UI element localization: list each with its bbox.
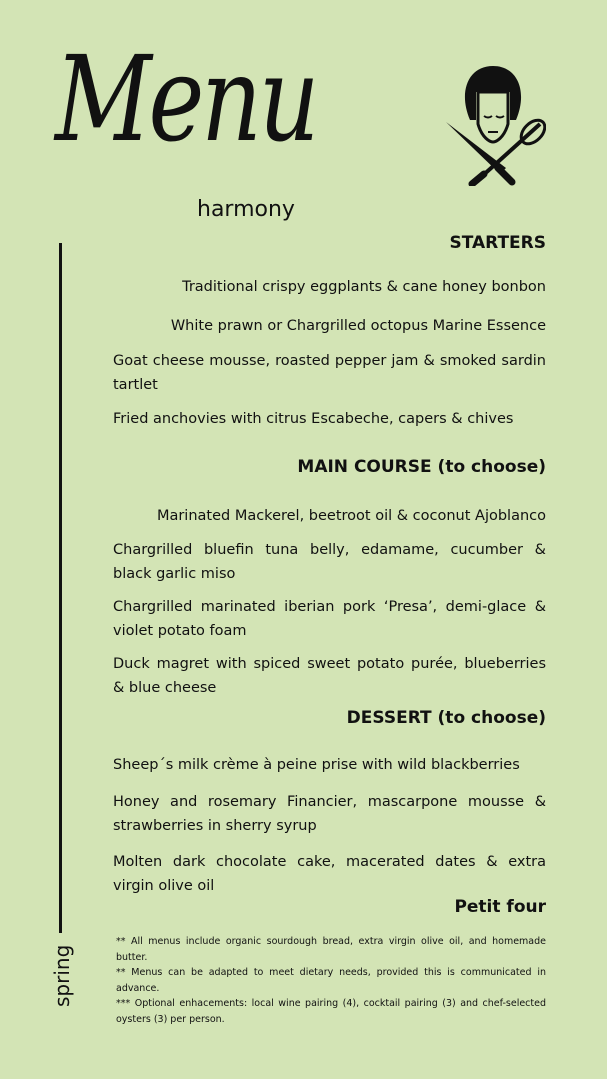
menu-item: White prawn or Chargrilled octopus Marine Essence (170, 318, 546, 334)
menu-item: Goat cheese mousse, roasted pepper jam & smoked sardin tartlet (113, 353, 546, 393)
menu-item: Chargrilled bluefin tuna belly, edamame, cucumber & black garlic miso (113, 542, 546, 582)
section-heading-dessert: DESSERT (to choose) (346, 708, 546, 728)
menu-item: Honey and rosemary Financier, mascarpone mousse & strawberries in sherry syrup (113, 794, 546, 834)
menu-item: Chargrilled marinated iberian pork ‘Presa’, demi-glace & violet potato foam (113, 599, 546, 639)
chef-woman-knife-whisk-icon (440, 62, 546, 186)
menu-item: Marinated Mackerel, beetroot oil & coconut Ajoblanco (156, 508, 546, 524)
menu-item: Traditional crispy eggplants & cane honey bonbon (182, 279, 546, 295)
menu-item: Fried anchovies with citrus Escabeche, capers & chives (113, 411, 514, 427)
menu-item: Molten dark chocolate cake, macerated dates & extra virgin olive oil (113, 854, 546, 894)
footnote: *** Optional enhacements: local wine pairing (4), cocktail pairing (3) and chef-selected oysters (3) per person. (116, 998, 546, 1025)
menu-item: Sheep´s milk crème à peine prise with wild blackberries (113, 757, 520, 773)
section-heading-main-course: MAIN COURSE (to choose) (297, 457, 546, 477)
menu-subtitle: harmony (197, 197, 295, 222)
petit-four-label: Petit four (454, 897, 546, 917)
menu-title: Menu (55, 30, 317, 168)
vertical-divider (59, 243, 62, 933)
season-label: spring (50, 944, 74, 1007)
footnotes (116, 934, 546, 1027)
footnote: ** Menus can be adapted to meet dietary needs, provided this is communicated in advance. (116, 967, 546, 994)
section-heading-starters: STARTERS (449, 233, 546, 253)
footnote: ** All menus include organic sourdough bread, extra virgin olive oil, and homemade butter. (116, 936, 546, 963)
menu-item: Duck magret with spiced sweet potato purée, blueberries & blue cheese (113, 656, 546, 696)
